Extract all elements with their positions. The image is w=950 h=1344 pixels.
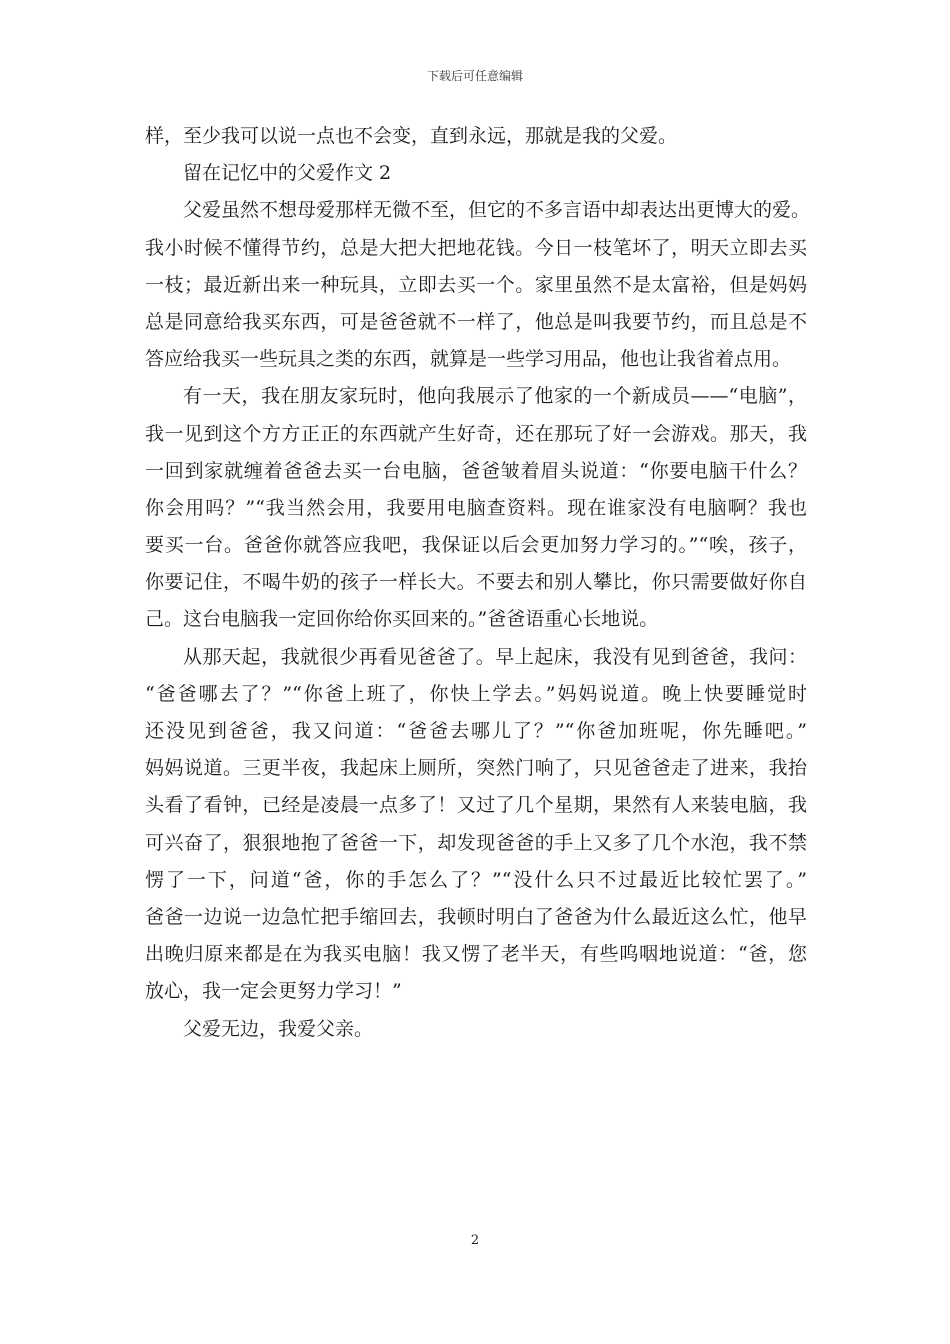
text-line: 妈妈说道。三更半夜，我起床上厕所，突然门响了，只见爸爸走了进来，我抬 [145,757,807,780]
text-line: 要买一台。爸爸你就答应我吧，我保证以后会更加努力学习的。”“唉，孩子， [145,534,807,557]
text-line: 我小时候不懂得节约，总是大把大把地花钱。今日一枝笔坏了，明天立即去买 [145,236,807,259]
paragraph [145,1011,807,1048]
text-line: 你会用吗？”“我当然会用，我要用电脑查资料。现在谁家没有电脑啊？我也 [145,496,807,519]
paragraph [145,155,807,192]
text-line: 可兴奋了，狠狠地抱了爸爸一下，却发现爸爸的手上又多了几个水泡，我不禁 [145,831,807,854]
paragraph [145,378,807,638]
text-line: 己。这台电脑我一定回你给你买回来的。”爸爸语重心长地说。 [145,608,659,631]
text-line: 一枝；最近新出来一种玩具，立即去买一个。家里虽然不是太富裕，但是妈妈 [145,273,807,296]
text-line: 放心，我一定会更努力学习！” [145,980,402,1003]
text-line: 样，至少我可以说一点也不会变，直到永远，那就是我的父爱。 [145,125,678,147]
text-line: 愣了一下，问道“爸，你的手怎么了？”“没什么只不过最近比较忙罢了。” [145,868,807,891]
text-line: “爸爸哪去了？”“你爸上班了，你快上学去。”妈妈说道。晚上快要睡觉时 [145,682,807,705]
paragraph [145,118,807,155]
text-line: 头看了看钟，已经是凌晨一点多了！又过了几个星期，果然有人来装电脑，我 [145,794,807,817]
text-line: 你要记住，不喝牛奶的孩子一样长大。不要去和别人攀比，你只需要做好你自 [145,571,807,594]
text-line: 还没见到爸爸，我又问道：“爸爸去哪儿了？”“你爸加班呢，你先睡吧。” [145,720,807,742]
paragraph [145,639,807,1011]
text-line: 父爱虽然不想母爱那样无微不至，但它的不多言语中却表达出更博大的爱。 [183,199,811,222]
text-line: 一回到家就缠着爸爸去买一台电脑，爸爸皱着眉头说道：“你要电脑干什么？ [145,459,807,482]
text-line: 答应给我买一些玩具之类的东西，就算是一些学习用品，他也让我省着点用。 [145,348,792,371]
page-header: 下载后可任意编辑 [426,69,523,83]
text-line: 爸爸一边说一边急忙把手缩回去，我顿时明白了爸爸为什么最近这么忙，他早 [145,905,807,928]
text-line: 父爱无边，我爱父亲。 [183,1017,374,1040]
text-line: 有一天，我在朋友家玩时，他向我展示了他家的一个新成员——“电脑”， [183,385,807,408]
text-line: 我一见到这个方方正正的东西就产生好奇，还在那玩了好一会游戏。那天，我 [145,422,807,445]
text-line: 出晚归原来都是在为我买电脑！我又愣了老半天，有些呜咽地说道：“爸，您 [145,943,807,966]
document-body [145,118,811,1048]
text-line: 总是同意给我买东西，可是爸爸就不一样了，他总是叫我要节约，而且总是不 [145,310,807,333]
page-number: 2 [470,1233,480,1248]
text-line: 从那天起，我就很少再看见爸爸了。早上起床，我没有见到爸爸，我问： [183,645,807,668]
text-line: 留在记忆中的父爱作文 2 [183,162,392,185]
paragraph [145,192,811,378]
